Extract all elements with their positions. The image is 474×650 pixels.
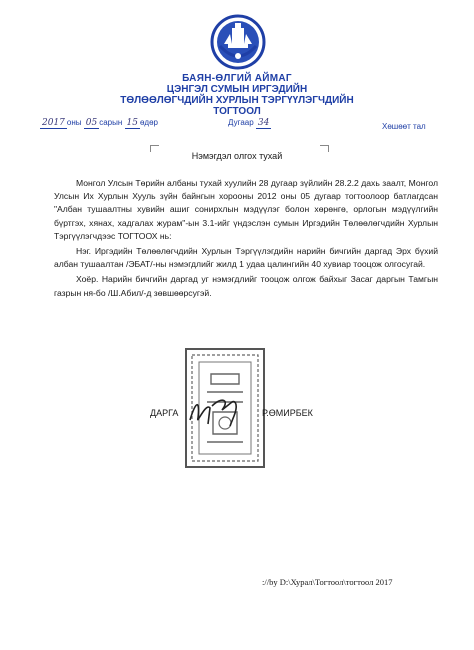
number-label: Дугаар <box>228 118 254 127</box>
body-paragraph: Хоёр. Нарийн бичгийн даргад уг нэмэгдлийг тооцож олгож байхыг Засаг даргын Тамгын газрын ня-бо /Ш.Абил/-д зөвшөөрсугэй. <box>54 274 438 298</box>
document-number <box>228 118 271 128</box>
file-path-footer: ://by D:\Хурал\Тогтоол\тогтоол 2017 <box>262 577 393 587</box>
signatory-name: Р.ӨМИРБЕК <box>262 408 313 418</box>
date-month: 05 <box>85 118 98 128</box>
signatory-title: ДАРГА <box>150 408 179 418</box>
date-year-suffix: оны <box>66 118 82 127</box>
body-paragraph: Монгол Улсын Төрийн албаны тухай хуулийн 28 дугаар зүйлийн 28.2.2 дахь заалт, Монгол Улсын Их Хурлын Хууль зүйн байнгын хорооны 2012 оны 05 дугаар тогтоолоор батлагдсан "Албан тушаалтны хувийн ашиг сонирхлын мэдүүлэг болон хөрөнгө, орлогын мэдүүлгийн бүртгэх, хянах, хадгалах журам"-ын 3.1-ийг үндэслэн сумын Иргэдийн Төлөөлөгчдийн Хурлын Тэргүүлэгчдээс ТОГТООХ нь: <box>54 178 438 241</box>
signature-icon <box>186 394 248 430</box>
body-paragraph: Нэг. Иргэдийн Төлөөлөгчдийн Хурлын Тэргүүлэгдийн нарийн бичгийн даргад Эрх бүхий албан тушаалтан /ЭБАТ/-ны нэмэгдлийг жилд 1 удаа цалингийн 40 хувиар тооцож олгосугай. <box>54 246 438 270</box>
header-council: ТӨЛӨӨЛӨГЧДИЙН ХУРЛЫН ТЭРГҮҮЛЭГЧДИЙН <box>120 95 354 106</box>
document-body <box>54 177 438 302</box>
date-day: 15 <box>126 118 138 128</box>
document-subject: Нэмэгдэл олгох тухай <box>191 151 283 161</box>
header-soum: ЦЭНГЭЛ СУМЫН ИРГЭДИЙН <box>166 84 308 95</box>
date-day-suffix: өдөр <box>139 118 158 127</box>
place-name: Хөшөөт тал <box>382 122 426 131</box>
date-month-suffix: сарын <box>99 118 123 127</box>
header-doc-type: ТОГТООЛ <box>213 106 261 117</box>
date-line <box>40 118 158 128</box>
header-province: БАЯН-ӨЛГИЙ АЙМАГ <box>182 73 292 84</box>
state-emblem-icon <box>210 14 266 70</box>
date-year: 2017 <box>42 118 65 128</box>
number-value: 34 <box>257 118 270 128</box>
